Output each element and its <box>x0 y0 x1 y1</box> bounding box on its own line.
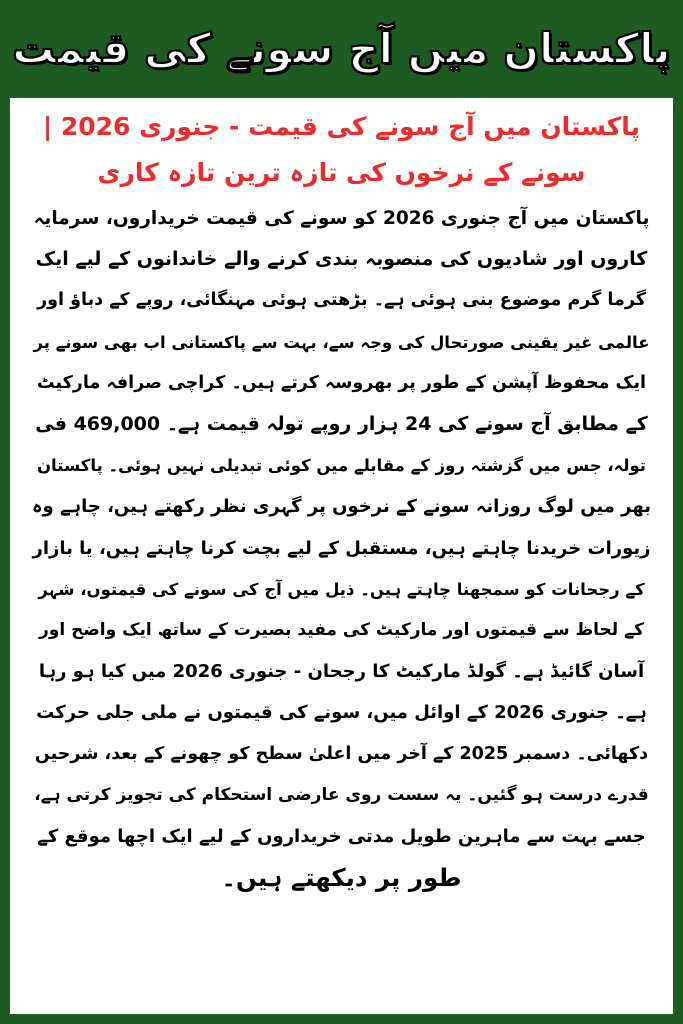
body-line: ایک محفوظ آپشن کے طور پر بھروسہ کرتے ہیں۔ کراچی صرافہ مارکیٹ <box>36 372 647 393</box>
body-line: دکھائی۔ دسمبر 2025 کے آخر میں اعلیٰ سطح کو چھونے کے بعد، شرحیں <box>34 743 649 764</box>
body-line: تولہ، جس میں گزشتہ روز کے مقابلے میں کوئی تبدیلی نہیں ہوئی۔ پاکستان <box>36 456 647 476</box>
body-line: طور پر دیکھتے ہیں۔ <box>221 863 462 893</box>
body-line: کاروں اور شادیوں کی منصوبہ بندی کرنے والے خاندانوں کے لیے ایک <box>35 248 648 271</box>
article-panel <box>10 98 673 1014</box>
body-line: گرما گرم موضوع بنی ہوئی ہے۔ بڑھتی ہوئی مہنگائی، روپے کے دباؤ اور <box>37 290 646 311</box>
page-title: پاکستان میں آج سونے کی قیمت <box>12 23 671 73</box>
body-line: جسے بہت سے ماہرین طویل مدتی خریداروں کے لیے ایک اچھا موقع کے <box>37 826 646 848</box>
article-subheading: پاکستان میں آج سونے کی قیمت - جنوری 2026 | سونے کے نرخوں کی تازہ ترین تازہ کاری <box>42 112 641 187</box>
body-line: بھر میں لوگ روزانہ سونے کے نرخوں پر گہری نظر رکھتے ہیں، چاہے وہ <box>32 496 651 518</box>
body-line: عالمی غیر یقینی صورتحال کی وجہ سے، بہت سے پاکستانی اب بھی سونے پر <box>33 332 650 352</box>
body-line: کے لحاظ سے قیمتوں اور مارکیٹ کی مفید بصیرت کے ساتھ ایک واضح اور <box>39 620 644 641</box>
body-line: کے رجحانات کو سمجھنا چاہتے ہیں۔ ذیل میں آج کی سونے کی قیمتوں، شہر <box>38 579 645 599</box>
body-line: زیورات خریدنا چاہتے ہیں، مستقبل کے لیے بچت کرنا چاہتے ہیں، یا بازار <box>32 537 651 559</box>
body-line: پاکستان میں آج جنوری 2026 کو سونے کی قیمت خریداروں، سرمایہ <box>33 208 650 229</box>
body-line: کے مطابق آج سونے کی 24 ہزار روپے تولہ قیمت ہے۔ 469,000 فی <box>35 413 648 436</box>
body-line: قدرے درست ہو گئیں۔ یہ سست روی عارضی استحکام کی تجویز کرتی ہے، <box>34 784 649 805</box>
body-line: ہے۔ جنوری 2026 کے اوائل میں، سونے کی قیمتوں نے ملی جلی حرکت <box>36 702 647 724</box>
header-banner <box>0 0 683 97</box>
body-line: آسان گائیڈ ہے۔ گولڈ مارکیٹ کا رجحان - جنوری 2026 میں کیا ہو رہا <box>38 661 645 683</box>
article-body <box>32 198 651 898</box>
